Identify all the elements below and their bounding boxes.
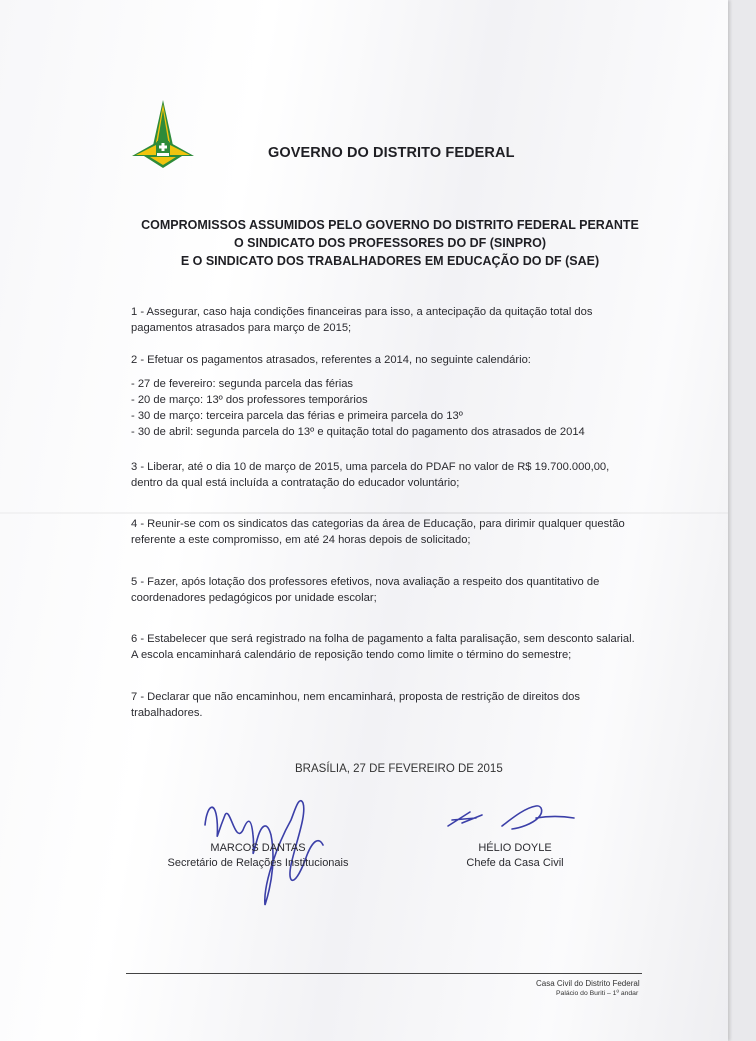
payment-calendar-list [131,376,631,440]
list-item: - 30 de abril: segunda parcela do 13º e quitação total do pagamento dos atrasados de 2014 [131,426,585,438]
commitment-item-7 [131,689,631,721]
item-line: coordenadores pedagógicos por unidade escolar; [131,592,377,604]
list-item: - 27 de fevereiro: segunda parcela das férias [131,378,354,390]
item-line: 7 - Declarar que não encaminhou, nem encaminhará, proposta de restrição de direitos dos [131,691,580,703]
item-line: dentro da qual está incluída a contratação do educador voluntário; [131,477,460,489]
heading-line: O SINDICATO DOS PROFESSORES DO DF (SINPRO) [233,236,547,250]
commitment-item-4 [131,516,631,548]
signature-helio-doyle [440,798,580,838]
commitment-item-6 [131,631,651,663]
signatory-name: MARCOS DANTAS [210,842,306,854]
paper-fold [0,512,728,514]
item-line: trabalhadores. [131,707,203,719]
signatory-name: HÉLIO DOYLE [478,842,552,854]
page-title: GOVERNO DO DISTRITO FEDERAL [268,145,515,161]
item-line: 6 - Estabelecer que será registrado na folha de pagamento a falta paralisação, sem desconto salarial. [131,633,635,645]
item-line: 3 - Liberar, até o dia 10 de março de 2015, uma parcela do PDAF no valor de R$ 19.700.000,00, [131,461,610,473]
item-line: A escola encaminhará calendário de reposição tendo como limite o término do semestre; [131,649,572,661]
item-line: 1 - Assegurar, caso haja condições financeiras para isso, a antecipação da quitação total dos [131,306,593,318]
footer-address-line: Casa Civil do Distrito Federal [536,979,640,988]
item-line: 2 - Efetuar os pagamentos atrasados, referentes a 2014, no seguinte calendário: [131,354,531,366]
list-item: - 30 de março: terceira parcela das férias e primeira parcela do 13º [131,410,463,422]
signatory-role: Chefe da Casa Civil [466,857,564,869]
heading-line: E O SINDICATO DOS TRABALHADORES EM EDUCAÇÃO DO DF (SAE) [180,254,600,268]
list-item: - 20 de março: 13º dos professores temporários [131,394,368,406]
brasilia-coat-of-arms-icon [130,98,196,170]
item-line: referente a este compromisso, em até 24 horas depois de solicitado; [131,534,471,546]
signature-block-marcos-dantas [163,842,353,869]
document-date: BRASÍLIA, 27 DE FEVEREIRO DE 2015 [295,763,503,775]
commitment-item-2 [131,352,631,368]
commitment-item-5 [131,574,631,606]
signatory-role: Secretário de Relações Institucionais [167,857,349,869]
commitment-item-1 [131,304,631,336]
footer-address-line: Palácio do Buriti – 1º andar [556,990,639,997]
footer-divider [126,973,642,974]
commitment-item-3 [131,459,631,491]
signature-block-helio-doyle [430,842,600,869]
heading-line: COMPROMISSOS ASSUMIDOS PELO GOVERNO DO DISTRITO FEDERAL PERANTE [141,218,639,232]
item-line: 5 - Fazer, após lotação dos professores efetivos, nova avaliação a respeito dos quantitativo de [131,576,600,588]
item-line: pagamentos atrasados para março de 2015; [131,322,352,334]
item-line: 4 - Reunir-se com os sindicatos das categorias da área de Educação, para dirimir qualquer questão [131,518,625,530]
